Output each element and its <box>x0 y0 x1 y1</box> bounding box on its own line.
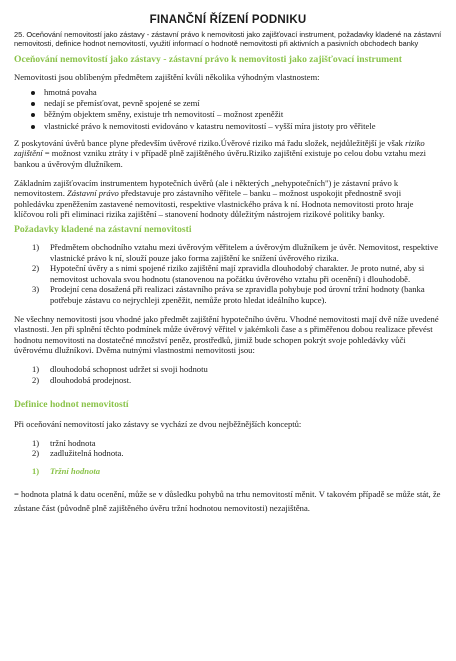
list-item: 2) zadlužitelná hodnota. <box>32 448 124 459</box>
requirements-list <box>14 242 442 306</box>
subheading-market-value: 1) Tržní hodnota <box>32 465 101 476</box>
list-item: 1) Předmětem obchodního vztahu mezi úvěrovým věřitelem a úvěrovým dlužníkem je úvěr. Nemovitost, respektive vlastnické právo k ní, slouží pouze jako forma zajištění ke snížení úvěrového rizika. <box>32 241 439 263</box>
list-item: nedají se přemísťovat, pevně spojené se zemí <box>44 98 442 109</box>
advantages-list <box>14 87 442 132</box>
document-title: FINANČNÍ ŘÍZENÍ PODNIKU <box>149 14 307 26</box>
section-lead: Nemovitosti jsou oblíbeným předmětem zajištění kvůli několika výhodným vlastnostem: <box>14 72 320 83</box>
term-lien: Zástavní právo <box>67 188 119 199</box>
section-heading-value-definitions: Definice hodnot nemovitostí <box>14 399 129 411</box>
properties-list <box>14 364 442 385</box>
concepts-list <box>14 438 442 459</box>
paragraph-market-value-definition: = hodnota platná k datu ocenění, může se v důsledku pohybů na trhu nemovitostí měnit. V takovém případě se může stát, že zůstane část (původně plně zajištěného úvěru tržní hodnotou nemovitosti) nezajištěna. <box>14 488 441 514</box>
paragraph-suitability: Ne všechny nemovitosti jsou vhodné jako předmět zajištění hypotečního úvěru. Vhodné nemovitosti mají dvě níže uvedené vlastnosti. Jen při splnění těchto podmínek může úvěrový věřitel v jakémkoli čase a s přiměřenou dobou realizace převést hodnotu nemovitosti na dostatečné množství peněz, prostředků, jimiž bude schopen pokrýt svoje pohledávky vůči úvěrovému dlužníkovi. Dvěma nutnými vlastnostmi nemovitosti jsou: <box>14 313 439 356</box>
list-item: 2) Hypoteční úvěry a s nimi spojené riziko zajištění mají zpravidla dlouhodobý charakter. Je proto nutné, aby si nemovitost uchovala svou hodnotu (stanovenou na počátku úvěrového vztahu při ocenění) i dlouhodobě. <box>32 263 425 284</box>
topic-intro: 25. Oceňování nemovitostí jako zástavy - zástavní právo k nemovitosti jako zajišťovací instrument, požadavky kladené na zástavní nemovitosti, definice hodnot nemovitostí, využití informací o hodnotě nemovitosti při aktivních a pasivních obchodech banky <box>14 30 442 49</box>
list-item: běžným objektem směny, existuje trh nemovitostí – možnost zpeněžit <box>44 109 442 120</box>
list-item: vlastnické právo k nemovitosti evidováno v katastru nemovitostí – vyšší míra jistoty pro věřitele <box>44 121 442 132</box>
list-item: 3) Prodejní cena dosažená při realizaci zástavního práva se zpravidla pohybuje pod úrovní tržní hodnoty (banka potřebuje zástavu co nejrychleji zpeněžit, nemůže proto hledat ideálního kupce). <box>32 284 425 305</box>
paragraph-credit-risk: Z poskytování úvěrů bance plyne především úvěrové riziko.Úvěrové riziko má řadu složek, nejdůležitější je však riziko zajištění = možnost vzniku ztráty i v případě plně zajištěného úvěru.Riziko zajištění existuje po celou dobu vztahu mezi bankou a úvěrovým dlužníkem. <box>14 137 426 169</box>
list-item: 1) dlouhodobá schopnost udržet si svoji hodnotu <box>32 363 208 374</box>
paragraph-lien: Základním zajišťovacím instrumentem hypotečních úvěrů (ale i některých „nehypotečních") je zástavní právo k nemovitostem. Zástavní právo představuje pro zástavního věřitele – banku – možnost uspokojit přednostně svoji pohledávku zpeněžením zastavené nemovitosti, respektive vlastnického práva k ní. Hodnota nemovitosti proto hraje klíčovou roli při eliminaci rizika zajištění – stanovení hodnoty důležitým nástrojem rizikové politiky banky. <box>14 177 414 220</box>
section-heading-requirements: Požadavky kladené na zástavní nemovitosti <box>14 223 192 235</box>
list-item: 2) dlouhodobá prodejnost. <box>32 374 132 385</box>
list-item: hmotná povaha <box>44 87 442 98</box>
section-lead: Při oceňování nemovitostí jako zástavy se vychází ze dvou nejběžnějších konceptů: <box>14 419 302 430</box>
section-heading-collateral: Oceňování nemovitostí jako zástavy - zástavní právo k nemovitosti jako zajišťovací instrument <box>14 54 402 66</box>
term-collateral-risk: riziko zajištění <box>14 137 425 159</box>
list-item: 1) tržní hodnota <box>32 437 96 448</box>
